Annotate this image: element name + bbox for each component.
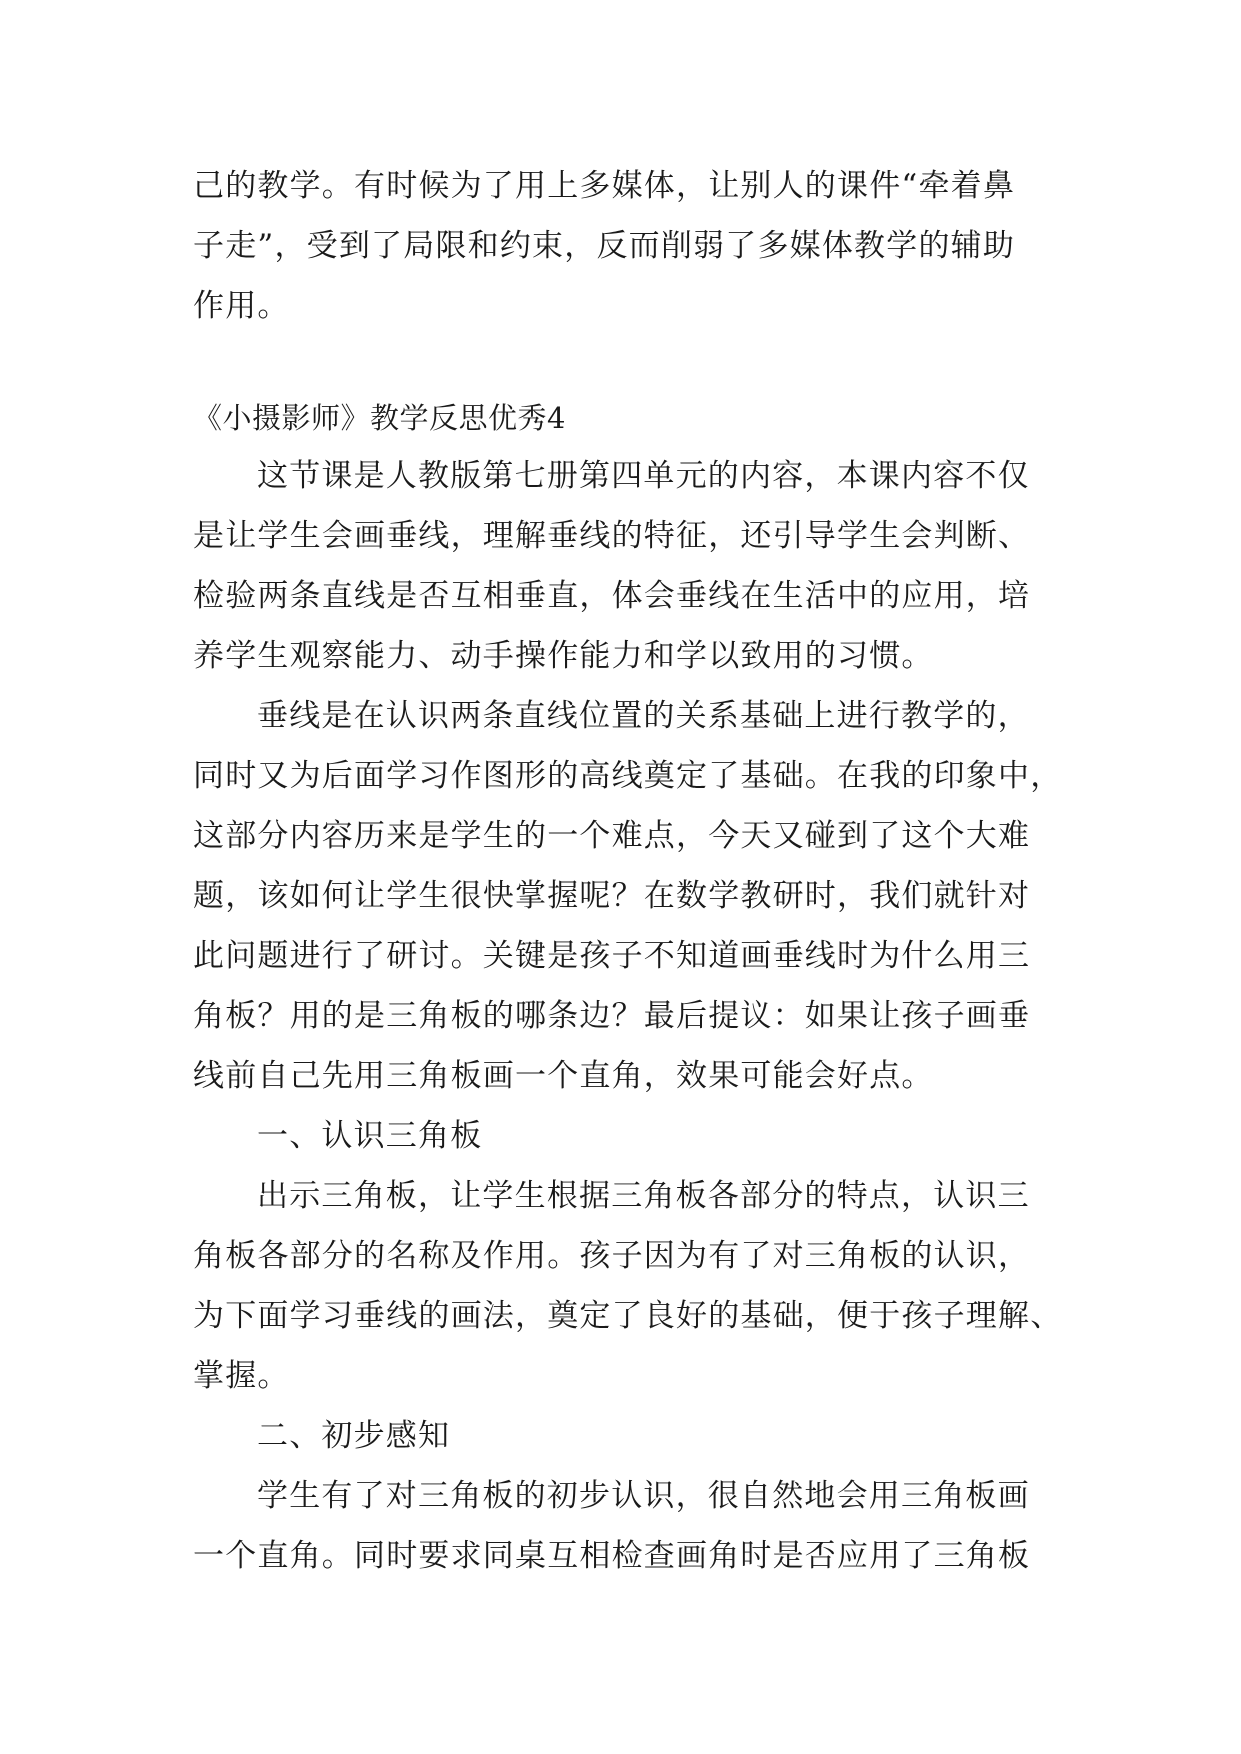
paragraph-line: 此问题进行了研讨。关键是孩子不知道画垂线时为什么用三 — [193, 938, 1031, 974]
section-title: 《小摄影师》教学反思优秀4 — [193, 401, 566, 435]
paragraph-line: 出示三角板，让学生根据三角板各部分的特点，认识三 — [257, 1178, 1030, 1214]
subheading: 二、初步感知 — [257, 1418, 451, 1454]
paragraph-line: 是让学生会画垂线，理解垂线的特征，还引导学生会判断、 — [193, 518, 1031, 554]
paragraph-line: 学生有了对三角板的初步认识，很自然地会用三角板画 — [257, 1478, 1030, 1514]
paragraph-line: 这节课是人教版第七册第四单元的内容，本课内容不仅 — [257, 458, 1030, 494]
paragraph-line: 作用。 — [193, 288, 290, 324]
paragraph-line: 垂线是在认识两条直线位置的关系基础上进行教学的， — [257, 698, 1030, 734]
subheading: 一、认识三角板 — [257, 1118, 483, 1154]
paragraph-line: 检验两条直线是否互相垂直，体会垂线在生活中的应用，培 — [193, 578, 1031, 614]
paragraph-line: 角板？用的是三角板的哪条边？最后提议：如果让孩子画垂 — [193, 998, 1031, 1034]
paragraph-line: 己的教学。有时候为了用上多媒体，让别人的课件“牵着鼻 — [193, 168, 1016, 204]
paragraph-line: 同时又为后面学习作图形的高线奠定了基础。在我的印象中， — [193, 758, 1063, 794]
paragraph-line: 这部分内容历来是学生的一个难点，今天又碰到了这个大难 — [193, 818, 1031, 854]
paragraph-line: 一个直角。同时要求同桌互相检查画角时是否应用了三角板 — [193, 1538, 1031, 1574]
paragraph-line: 题，该如何让学生很快掌握呢？在数学教研时，我们就针对 — [193, 878, 1031, 914]
paragraph-line: 子走”，受到了局限和约束，反而削弱了多媒体教学的辅助 — [193, 228, 1016, 264]
paragraph-line: 养学生观察能力、动手操作能力和学以致用的习惯。 — [193, 638, 934, 674]
paragraph-line: 为下面学习垂线的画法，奠定了良好的基础，便于孩子理解、 — [193, 1298, 1063, 1334]
paragraph-line: 掌握。 — [193, 1358, 290, 1394]
paragraph-line: 角板各部分的名称及作用。孩子因为有了对三角板的认识， — [193, 1238, 1031, 1274]
paragraph-line: 线前自己先用三角板画一个直角，效果可能会好点。 — [193, 1058, 934, 1094]
